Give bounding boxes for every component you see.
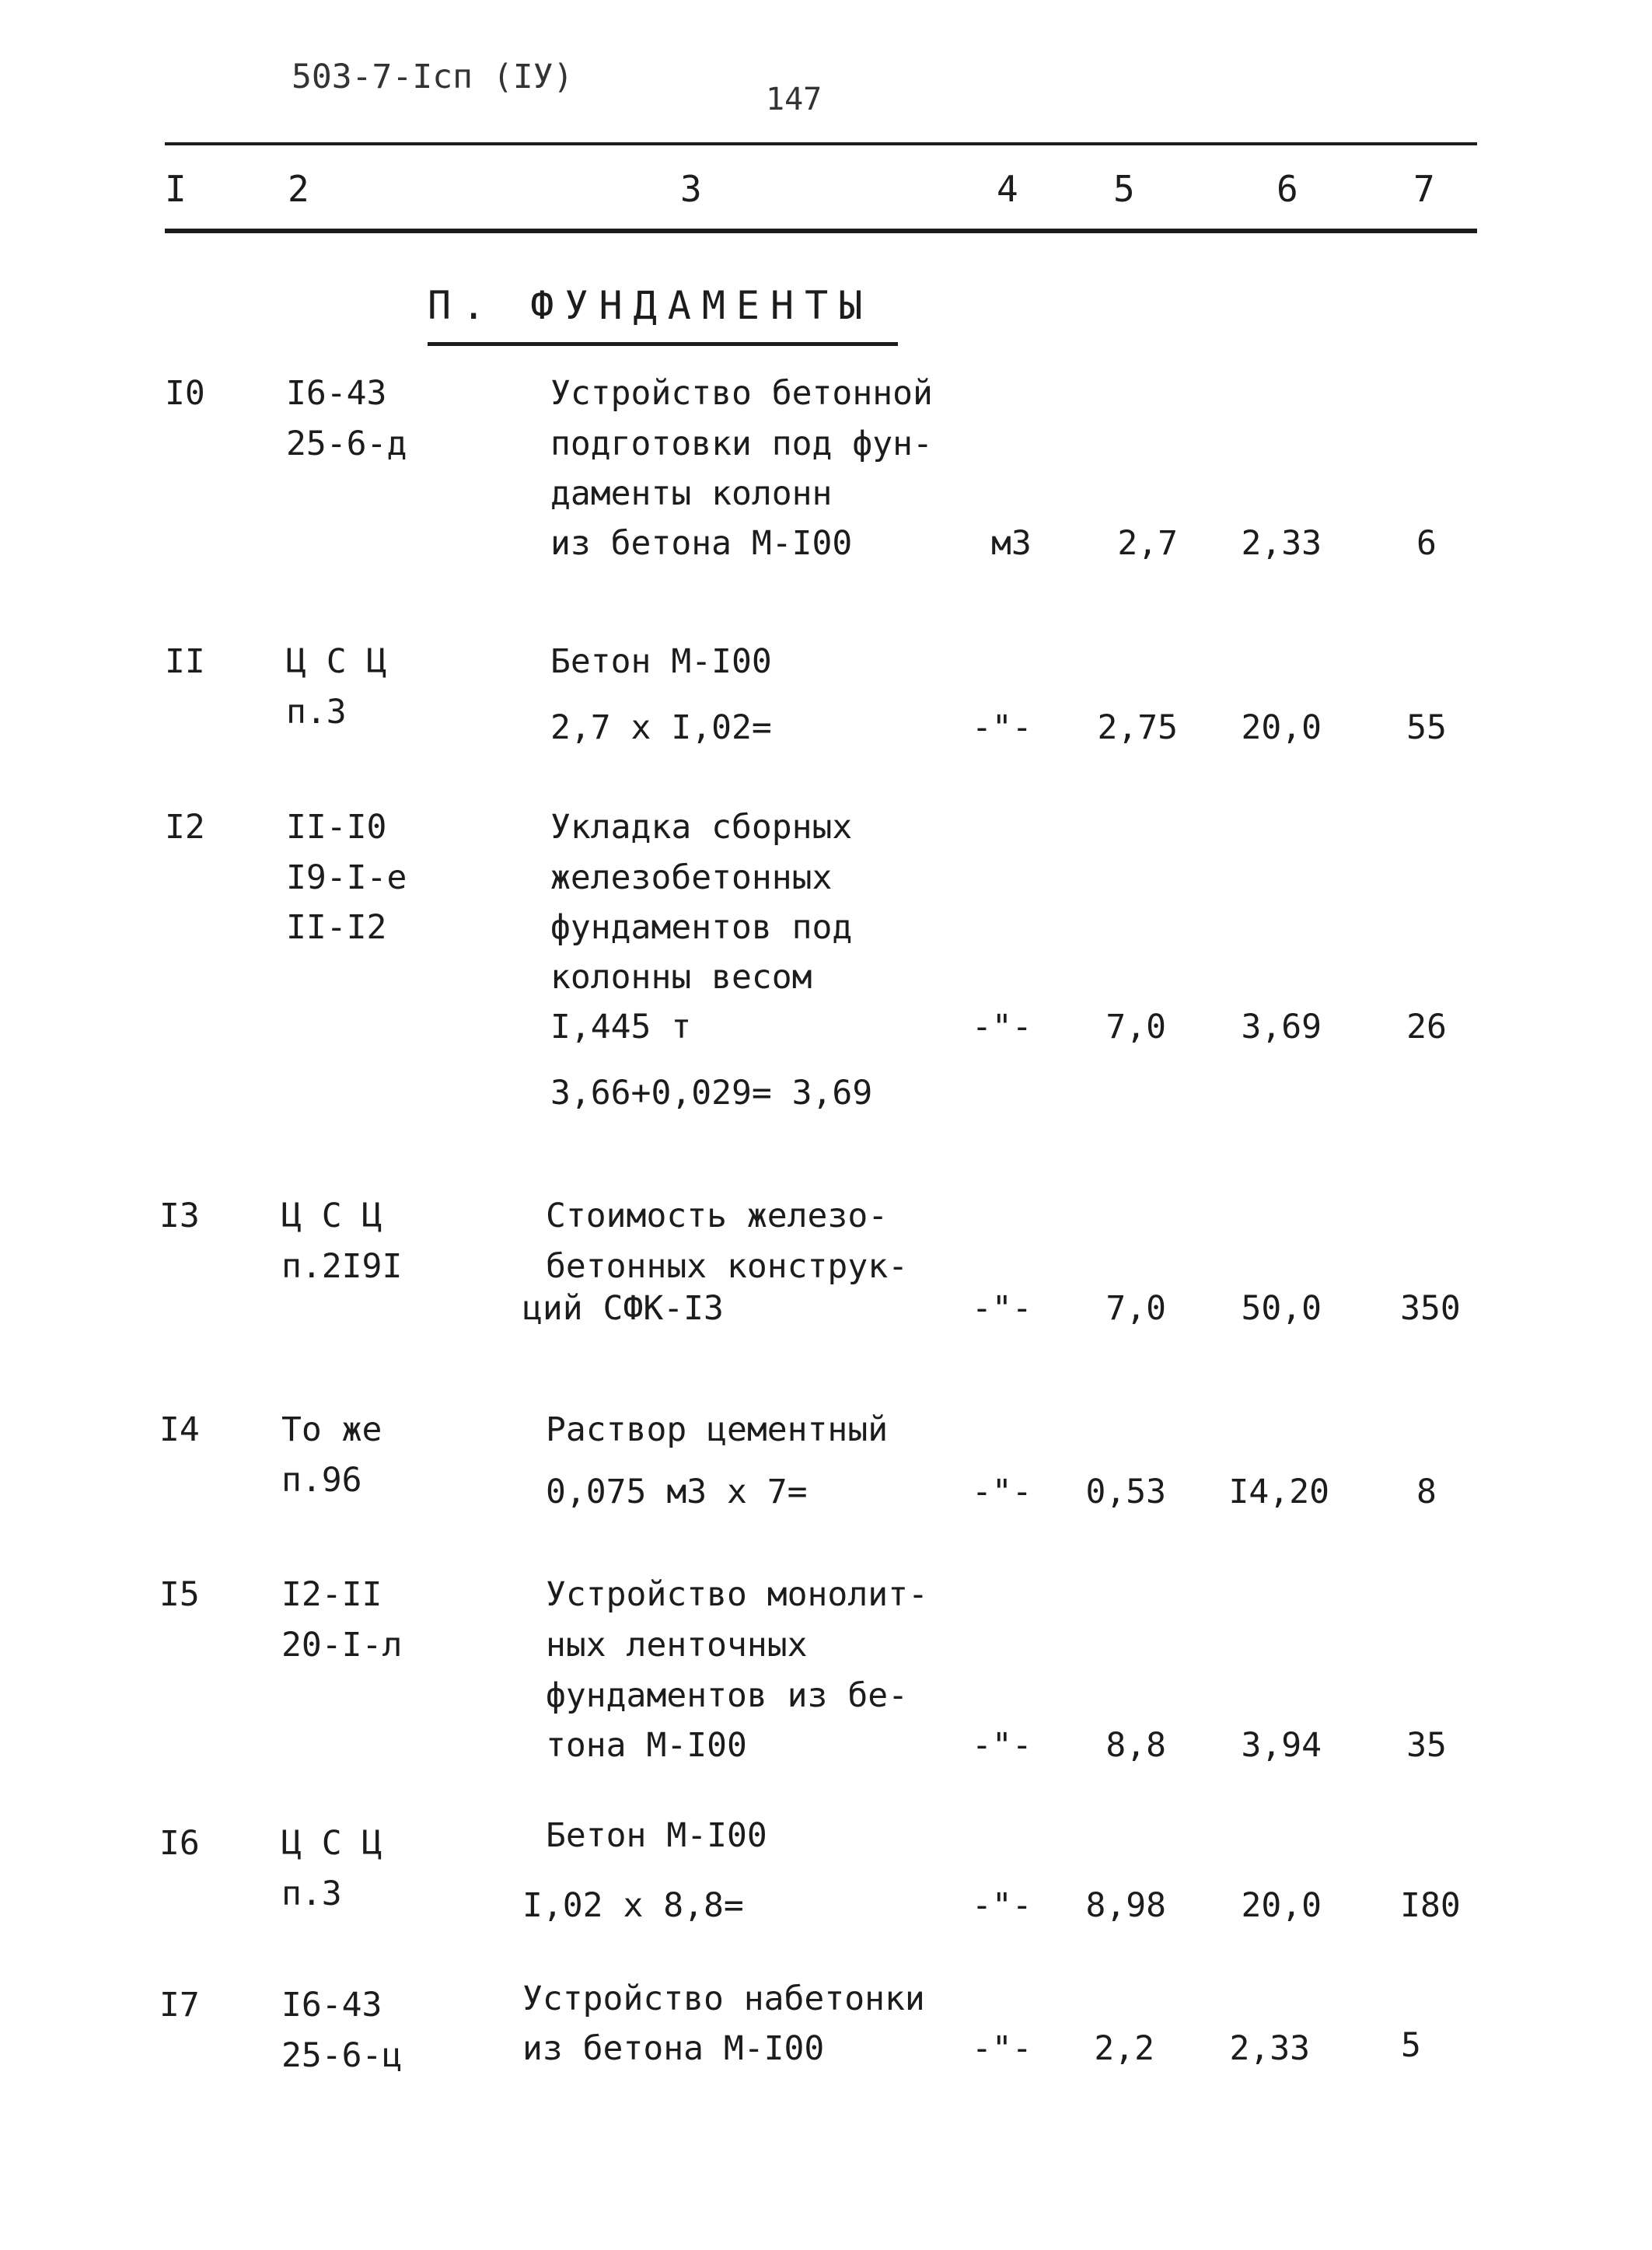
col-header-4: 4 xyxy=(997,168,1018,210)
row-total: 6 xyxy=(1416,524,1437,563)
row-price: 3,94 xyxy=(1241,1726,1322,1765)
row-qty: 7,0 xyxy=(1105,1008,1166,1046)
row-code-line: 25-6-ц xyxy=(281,2036,403,2075)
row-total: 350 xyxy=(1400,1289,1461,1328)
table-header-rule xyxy=(165,229,1477,233)
row-desc-line: даменты колонн xyxy=(550,474,833,513)
row-code-line: п.2I9I xyxy=(281,1247,403,1286)
row-number: I6 xyxy=(159,1824,200,1863)
row-total: 8 xyxy=(1416,1473,1437,1511)
row-desc-line: Устройство монолит- xyxy=(546,1575,928,1614)
row-desc-line: 0,075 м3 х 7= xyxy=(546,1473,808,1511)
row-number: I0 xyxy=(165,374,205,413)
row-number: I7 xyxy=(159,1986,200,2025)
row-qty: 2,7 xyxy=(1117,524,1178,563)
row-desc-line: Бетон М-I00 xyxy=(546,1816,767,1855)
row-desc-line: 3,66+0,029= 3,69 xyxy=(550,1074,873,1113)
row-desc-line: железобетонных xyxy=(550,858,833,897)
row-price: 3,69 xyxy=(1241,1008,1322,1046)
row-desc-line: I,02 х 8,8= xyxy=(522,1886,744,1925)
row-desc-line: фундаментов из бе- xyxy=(546,1676,908,1715)
row-unit: -"- xyxy=(972,1726,1032,1765)
row-price: 50,0 xyxy=(1241,1289,1322,1328)
row-desc-line: из бетона М-I00 xyxy=(522,2029,825,2068)
row-desc-line: ных ленточных xyxy=(546,1626,808,1665)
document-code: 503-7-Iсп (IУ) xyxy=(292,58,574,96)
row-code-line: п.96 xyxy=(281,1461,362,1500)
section-title: П. ФУНДАМЕНТЫ xyxy=(428,283,874,328)
row-code-line: Ц С Ц xyxy=(281,1824,382,1863)
row-desc-line: Укладка сборных xyxy=(550,808,853,847)
col-header-5: 5 xyxy=(1113,168,1135,210)
row-price: 2,33 xyxy=(1229,2029,1310,2068)
row-code-line: п.3 xyxy=(281,1874,342,1913)
col-header-1: I xyxy=(165,168,187,210)
row-desc-line: подготовки под фун- xyxy=(550,424,933,463)
row-qty: 7,0 xyxy=(1105,1289,1166,1328)
row-number: I5 xyxy=(159,1575,200,1614)
row-desc-line: бетонных конструк- xyxy=(546,1247,908,1286)
table-top-rule xyxy=(165,142,1477,145)
row-desc-line: тона М-I00 xyxy=(546,1726,747,1765)
row-unit: -"- xyxy=(972,1008,1032,1046)
row-desc-line: Бетон М-I00 xyxy=(550,642,772,681)
page-number: 147 xyxy=(766,82,823,117)
row-desc-line: колонны весом xyxy=(550,958,812,997)
row-qty: 0,53 xyxy=(1085,1473,1166,1511)
row-price: 2,33 xyxy=(1241,524,1322,563)
row-desc-line: Устройство набетонки xyxy=(522,1979,925,2018)
row-desc-line: 2,7 х I,02= xyxy=(550,708,772,747)
row-total: 35 xyxy=(1406,1726,1447,1765)
row-total: 26 xyxy=(1406,1008,1447,1046)
row-code-line: Ц С Ц xyxy=(281,1197,382,1235)
row-code-line: п.3 xyxy=(286,693,347,732)
row-code-line: Ц С Ц xyxy=(286,642,387,681)
row-desc-line: Устройство бетонной xyxy=(550,374,933,413)
row-desc-line: фундаментов под xyxy=(550,908,853,947)
row-unit: м3 xyxy=(991,524,1032,563)
row-desc-line: Стоимость железо- xyxy=(546,1197,889,1235)
col-header-7: 7 xyxy=(1413,168,1435,210)
row-price: I4,20 xyxy=(1228,1473,1329,1511)
row-desc-line: I,445 т xyxy=(550,1008,692,1046)
row-qty: 2,75 xyxy=(1097,708,1178,747)
col-header-3: 3 xyxy=(680,168,702,210)
row-qty: 8,98 xyxy=(1085,1886,1166,1925)
row-total: 55 xyxy=(1406,708,1447,747)
row-total: 5 xyxy=(1401,2026,1421,2065)
row-unit: -"- xyxy=(972,2029,1032,2068)
row-number: I4 xyxy=(159,1410,200,1449)
col-header-2: 2 xyxy=(288,168,309,210)
section-underline xyxy=(428,342,898,346)
row-total: I80 xyxy=(1400,1886,1461,1925)
row-unit: -"- xyxy=(972,708,1032,747)
row-number: I3 xyxy=(159,1197,200,1235)
row-code-line: 25-6-д xyxy=(286,424,407,463)
row-number: I2 xyxy=(165,808,205,847)
row-qty: 2,2 xyxy=(1094,2029,1154,2068)
row-code-line: II-I0 xyxy=(286,808,387,847)
row-code-line: I9-I-е xyxy=(286,858,407,897)
row-price: 20,0 xyxy=(1241,1886,1322,1925)
row-unit: -"- xyxy=(972,1473,1032,1511)
row-unit: -"- xyxy=(972,1886,1032,1925)
row-code-line: I6-43 xyxy=(281,1986,382,2025)
row-desc-line: из бетона М-I00 xyxy=(550,524,853,563)
col-header-6: 6 xyxy=(1277,168,1298,210)
row-code-line: I2-II xyxy=(281,1575,382,1614)
row-code-line: II-I2 xyxy=(286,908,387,947)
row-code-line: То же xyxy=(281,1410,382,1449)
row-code-line: I6-43 xyxy=(286,374,387,413)
row-unit: -"- xyxy=(972,1289,1032,1328)
row-code-line: 20-I-л xyxy=(281,1626,403,1665)
row-desc-line: ций СФК-I3 xyxy=(522,1289,724,1328)
row-qty: 8,8 xyxy=(1105,1726,1166,1765)
row-desc-line: Раствор цементный xyxy=(546,1410,889,1449)
row-number: II xyxy=(165,642,205,681)
row-price: 20,0 xyxy=(1241,708,1322,747)
